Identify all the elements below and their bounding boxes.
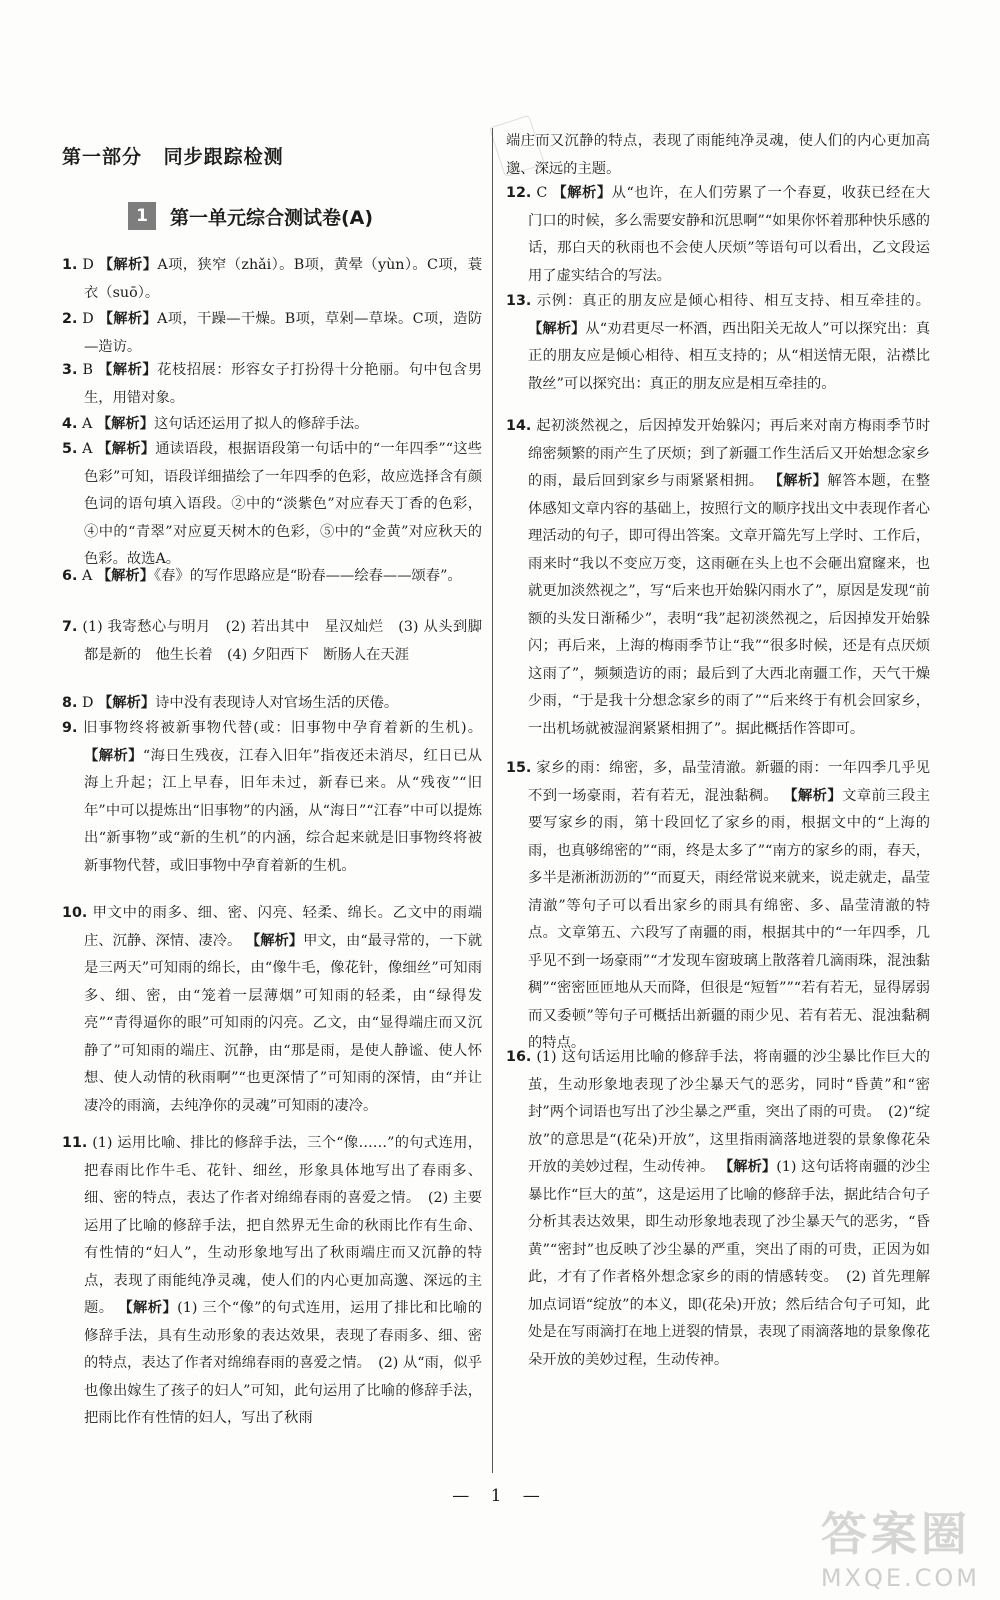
answer-number: 14. bbox=[506, 418, 532, 434]
analysis-tag: 【解析】 bbox=[97, 441, 156, 457]
analysis-text: (1) 三个“像”的句式连用，运用了排比和比喻的修辞手法，具有生动形象的表达效果，表现了春雨多、细、密的特点，表达了作者对绵绵春雨的喜爱之情。 (2) 从“雨，似乎也像出嫁生了孩子的妇人”可知，此句运用了比喻的修辞手法，把雨比作有性情的妇人，写出了秋雨 bbox=[84, 1300, 483, 1426]
analysis-tag: 【解析】 bbox=[98, 362, 158, 378]
analysis-tag: 【解析】 bbox=[84, 747, 143, 764]
answer-number: 4. bbox=[62, 416, 78, 432]
answer-item bbox=[62, 563, 482, 591]
answer-key: 起初淡然视之，后因掉发开始躲闪；再后来对南方梅雨季节时绵密频繁的雨产生了厌烦；到了新疆工作生活后又开始想念家乡的雨，最后回到家乡与雨紧紧相拥。 bbox=[528, 418, 931, 489]
analysis-text: 《春》的写作思路应是“盼春——绘春——颂春”。 bbox=[154, 568, 462, 584]
answer-number: 5. bbox=[62, 441, 78, 457]
analysis-text: 甲文，由“最寻常的，一下就是三两天”可知雨的绵长，由“像牛毛，像花针，像细丝”可知雨多、细、密，由“笼着一层薄烟”可知雨的轻柔，由“绿得发亮”“青得逼你的眼”可知雨的闪亮。乙文，由“显得端庄而又沉静了”可知雨的端庄、沉静，由“那是雨，是使人静谧、使人怀想、使人动情的秋雨啊”“也更深情了”可知雨的深情，由“并让凄冷的雨滴，去纯净你的灵魂”可知雨的凄冷。 bbox=[84, 932, 483, 1114]
watermark-main: 答案圈 bbox=[820, 1507, 971, 1561]
analysis-tag: 【解析】 bbox=[97, 695, 156, 711]
answer-key: D bbox=[81, 695, 94, 711]
answer-item bbox=[506, 288, 930, 398]
analysis-text: 这句话还运用了拟人的修辞手法。 bbox=[154, 416, 369, 432]
analysis-tag: 【解析】 bbox=[118, 1300, 178, 1316]
answer-key: (1) 这句话运用比喻的修辞手法，将南疆的沙尘暴比作巨大的茧，生动形象地表现了沙尘暴天气的恶劣，同时“昏黄”和“密封”两个词语也写出了沙尘暴之严重，突出了雨的可贵。 (2)“绽放”的意思是“(花朵)开放”，这里指雨滴落地迸裂的景象像花朵开放的美妙过程，生动传神。 bbox=[528, 1049, 931, 1175]
page-number: — 1 — bbox=[452, 1486, 548, 1506]
unit-title-text: 第一单元综合测试卷(A) bbox=[170, 206, 374, 229]
answer-number: 1. bbox=[62, 257, 78, 273]
analysis-text: 端庄而又沉静的特点，表现了雨能纯净灵魂，使人们的内心更加高邈、深远的主题。 bbox=[506, 133, 930, 177]
answer-item bbox=[62, 900, 482, 1120]
answer-item bbox=[506, 755, 930, 1058]
part-title: 第一部分 同步跟踪检测 bbox=[62, 146, 284, 168]
analysis-tag: 【解析】 bbox=[528, 320, 586, 337]
answer-key: A bbox=[81, 416, 93, 432]
analysis-tag: 【解析】 bbox=[98, 311, 158, 327]
answer-key: (1) 运用比喻、排比的修辞手法，三个“像……”的句式连用，把春雨比作牛毛、花针、细丝，形象具体地写出了春雨多、细、密的特点，表达了作者对绵绵春雨的喜爱之情。 (2) 主要运用了比喻的修辞手法，把自然界无生命的秋雨比作有生命、有性情的“妇人”，生动形象地写出了秋雨端庄而又沉静的特点，表现了雨能纯净灵魂，使人们的内心更加高邈、深远的主题。 bbox=[84, 1135, 482, 1316]
answer-item bbox=[506, 180, 930, 290]
analysis-text: 从“也许，在人们劳累了一个春夏，收获已经在大门口的时候，多么需要安静和沉思啊”“如果你怀着那种快乐感的话，那白天的秋雨也不会使人厌烦”等语句可以看出，乙文段运用了虚实结合的写法。 bbox=[528, 185, 931, 284]
analysis-text: 解答本题，在整体感知文章内容的基础上，按照行文的顺序找出文中表现作者心理活动的句子，即可得出答案。文章开篇先写上学时、工作后，雨来时“我以不变应万变，这雨砸在头上也不会砸出窟窿来，也就更加淡然视之”，写“后来也开始躲闪雨水了”，原因是发现“前额的头发日渐稀少”，表明“我”起初淡然视之，后因掉发开始躲闪；再后来，上海的梅雨季节让“我”“很多时候，还是有点厌烦这雨了”，频频造访的雨；最后到了大西北南疆工作，天气干燥少雨，“于是我十分想念家乡的雨了”“后来终于有机会回家乡，一出机场就被湿润紧紧相拥了”。据此概括作答即可。 bbox=[528, 473, 931, 737]
analysis-text: 花枝招展：形容女子打扮得十分艳丽。句中包含男生，用错对象。 bbox=[84, 362, 483, 406]
answer-key: A bbox=[82, 441, 93, 457]
analysis-tag: 【解析】 bbox=[552, 185, 612, 201]
answer-item bbox=[62, 306, 482, 361]
answer-number: 9. bbox=[62, 720, 78, 736]
answer-item bbox=[62, 715, 482, 880]
analysis-text: (1) 这句话将南疆的沙尘暴比作“巨大的茧”，这是运用了比喻的修辞手法，据此结合句子分析其表达效果，即生动形象地表现了沙尘暴天气的恶劣，“昏黄”“密封”也反映了沙尘暴的严重，突出了雨的可贵，正因为如此，才有了作者格外想念家乡的雨的情感转变。 (2) 首先理解加点词语“绽放”的本义，即(花朵)开放；然后结合句子可知，此处是在写雨滴打在地上迸裂的情景，表现了雨滴落地的景象像花朵开放的美妙过程，生动传神。 bbox=[528, 1159, 931, 1368]
analysis-tag: 【解析】 bbox=[245, 932, 304, 949]
answer-key: 甲文中的雨多、细、密、闪亮、轻柔、绵长。乙文中的雨端庄、沉静、深情、凄冷。 bbox=[84, 905, 483, 949]
answer-number: 13. bbox=[506, 293, 532, 309]
answer-number: 7. bbox=[62, 619, 78, 635]
answer-key: A bbox=[81, 568, 93, 584]
analysis-text: “海日生残夜，江春入旧年”指夜还未消尽，红日已从海上升起；江上早春，旧年未过，新春已来。从“残夜”“旧年”中可以提炼出“旧事物”的内涵，从“海日”“江春”中可以提炼出“新事物”或“新的生机”的内涵，综合起来就是旧事物终将被新事物代替，或旧事物中孕育着新的生机。 bbox=[84, 747, 482, 874]
column-divider bbox=[492, 128, 493, 1473]
answer-number: 3. bbox=[62, 362, 78, 378]
unit-title bbox=[128, 202, 373, 230]
answer-number: 16. bbox=[506, 1049, 532, 1065]
analysis-text: A项，干躁—干燥。B项，草剁—草垛。C项，造防—造访。 bbox=[84, 311, 482, 355]
answer-item bbox=[506, 413, 930, 743]
answer-number: 10. bbox=[62, 905, 88, 921]
answer-item bbox=[62, 1130, 482, 1433]
analysis-text: 诗中没有表现诗人对官场生活的厌倦。 bbox=[155, 695, 399, 711]
answer-key: C bbox=[536, 185, 548, 201]
analysis-text: A项，狭窄（zhǎi）。B项，黄晕（yùn）。C项，蓑衣（suō）。 bbox=[84, 257, 482, 301]
answer-item bbox=[62, 252, 482, 307]
answer-item bbox=[62, 436, 482, 574]
analysis-text: (1) 我寄愁心与明月 (2) 若出其中 星汉灿烂 (3) 从头到脚都是新的 他生长着 (4) 夕阳西下 断肠人在天涯 bbox=[82, 619, 483, 663]
answer-number: 2. bbox=[62, 311, 78, 327]
answer-key: B bbox=[82, 362, 93, 378]
answer-key: 示例：真正的朋友应是倾心相待、相互支持、相互牵挂的。 bbox=[536, 293, 931, 309]
answer-number: 6. bbox=[62, 568, 78, 584]
analysis-text: 从“劝君更尽一杯酒，西出阳关无故人”可以探究出：真正的朋友应是倾心相待、相互支持的；从“相送情无限，沾襟比散丝”可以探究出：真正的朋友应是相互牵挂的。 bbox=[528, 320, 930, 392]
answer-number: 15. bbox=[506, 760, 532, 776]
analysis-tag: 【解析】 bbox=[96, 416, 154, 432]
answer-key: D bbox=[82, 257, 94, 273]
unit-badge: 1 bbox=[128, 202, 156, 230]
watermark-logo bbox=[821, 1498, 980, 1592]
answer-key: 旧事物终将被新事物代替(或：旧事物中孕育着新的生机)。 bbox=[83, 720, 483, 736]
analysis-tag: 【解析】 bbox=[783, 787, 843, 804]
answer-item bbox=[506, 128, 930, 183]
analysis-text: 通读语段，根据语段第一句话中的“一年四季”“这些色彩”可知，语段详细描绘了一年四季的色彩，故应选择含有颜色词的语句填入语段。②中的“淡紫色”对应春天丁香的色彩，④中的“青翠”对应夏天树木的色彩，⑤中的“金黄”对应秋天的色彩。故选A。 bbox=[84, 441, 483, 567]
answer-key: D bbox=[82, 311, 94, 327]
answer-item bbox=[62, 357, 482, 412]
answer-number: 8. bbox=[62, 695, 78, 711]
answer-number: 11. bbox=[62, 1135, 88, 1151]
answer-item bbox=[62, 614, 482, 669]
analysis-tag: 【解析】 bbox=[718, 1159, 777, 1175]
answer-item bbox=[506, 1044, 930, 1374]
watermark-sub: MXQE.COM bbox=[820, 1564, 980, 1592]
answer-item bbox=[62, 690, 482, 718]
answer-item bbox=[62, 411, 482, 439]
analysis-tag: 【解析】 bbox=[768, 473, 828, 489]
analysis-tag: 【解析】 bbox=[96, 568, 154, 584]
answer-number: 12. bbox=[506, 185, 532, 201]
analysis-tag: 【解析】 bbox=[98, 257, 158, 273]
analysis-text: 文章前三段主要写家乡的雨，第十段回忆了家乡的雨，根据文中的“上海的雨，也真够绵密的”“雨，终是太多了”“南方的家乡的雨，春天，多半是淅淅沥沥的”“而夏天，雨经常说来就来，说走就走，晶莹清澈”等句子可以看出家乡的雨具有绵密、多、晶莹清澈的特点。文章第五、六段写了南疆的雨，根据其中的“一年四季，几乎见不到一场豪雨”“才发现车窗玻璃上散落着几滴雨珠，混浊黏稠”“密密匝匝地从天而降，但很是“短暂””“若有若无，显得孱弱而又委顿”等句子可概括出新疆的雨少见、若有若无、混浊黏稠的特点。 bbox=[528, 787, 931, 1051]
answer-key: 家乡的雨：绵密，多，晶莹清澈。新疆的雨：一年四季几乎见不到一场豪雨，若有若无，混浊黏稠。 bbox=[528, 760, 931, 804]
